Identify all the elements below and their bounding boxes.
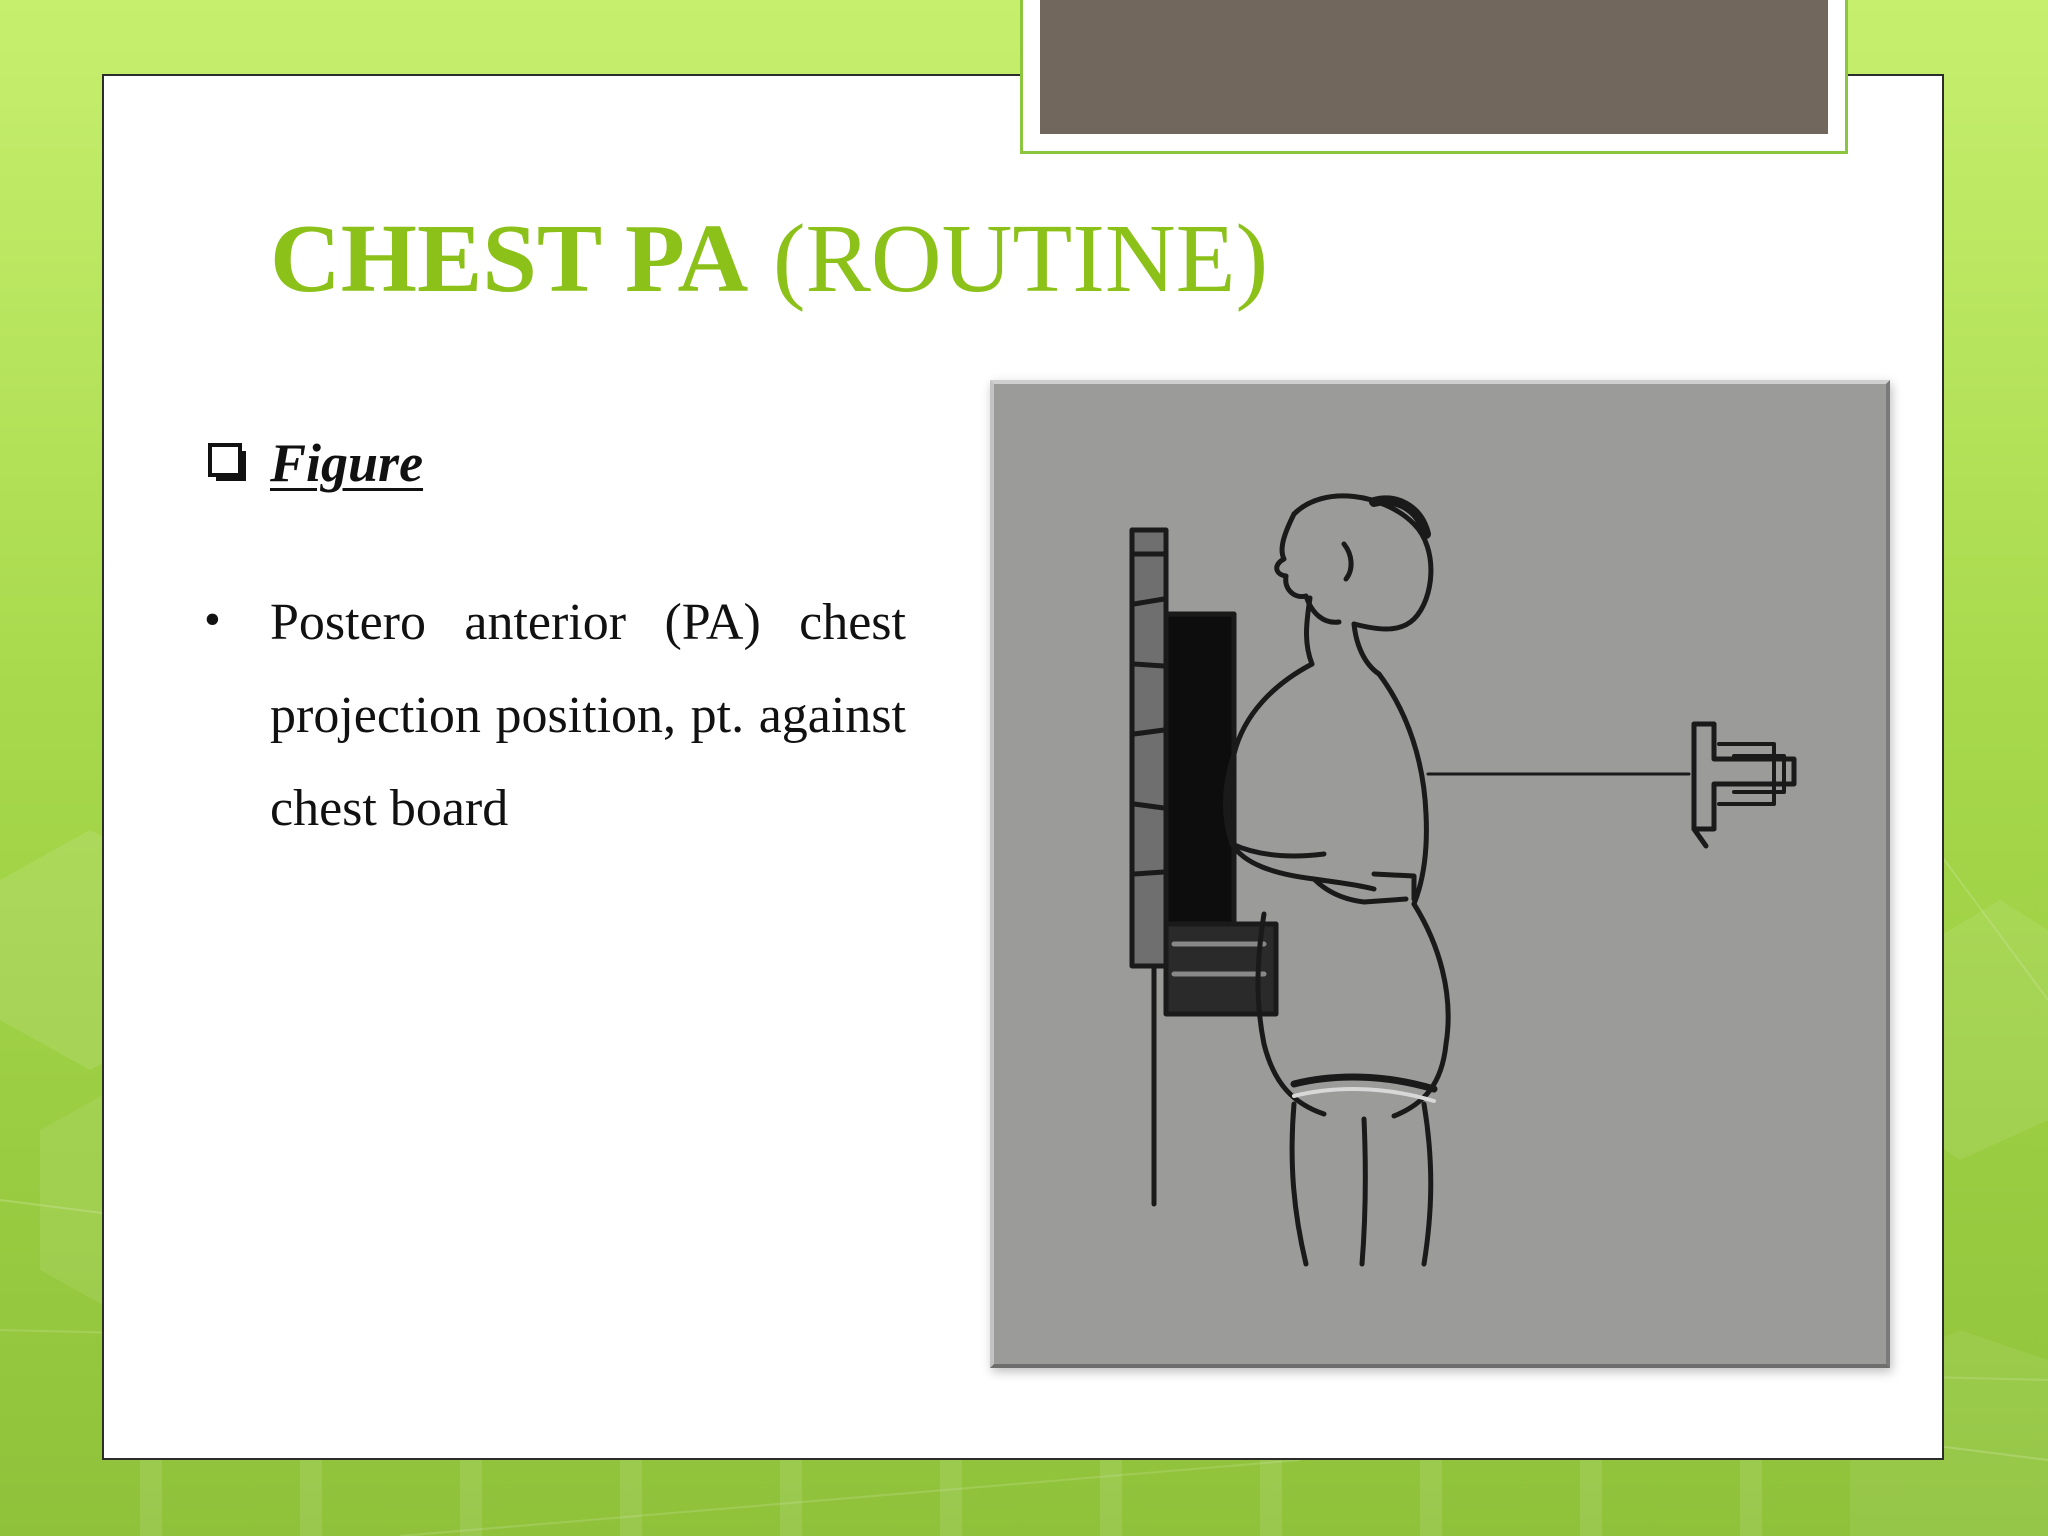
checkbox-bullet-icon	[206, 441, 250, 485]
bullet-text: Postero anterior (PA) chest projection position, pt. against chest board	[270, 594, 906, 837]
page-title	[270, 200, 1268, 318]
page-title-bold: CHEST PA	[270, 205, 749, 313]
section-heading-row	[206, 428, 423, 498]
patient-illustration-icon	[994, 384, 1886, 1364]
bullet-dot-icon: •	[204, 593, 221, 646]
title-tab-fill	[1040, 0, 1828, 134]
section-heading: Figure	[270, 433, 424, 493]
figure-image	[990, 380, 1890, 1368]
page-title-rest: (ROUTINE)	[772, 205, 1269, 313]
